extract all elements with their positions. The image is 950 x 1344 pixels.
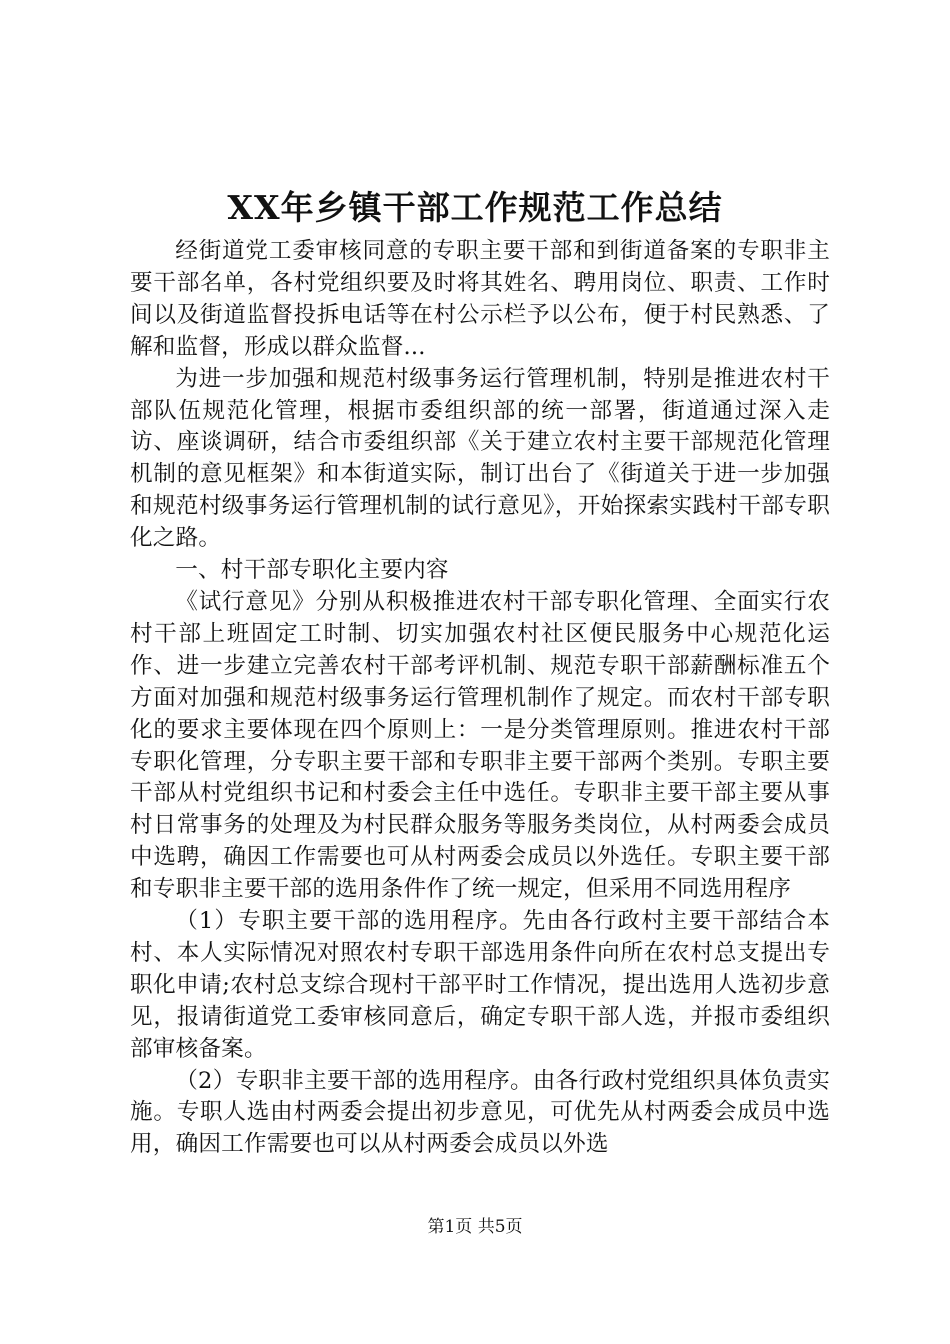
paragraph-3: 《试行意见》分别从积极推进农村干部专职化管理、全面实行农村干部上班固定工时制、切实加强农村社区便民服务中心规范化运作、进一步建立完善农村干部考评机制、规范专职干部薪酬标准五个方面对加强和规范村级事务运行管理机制作了规定。而农村干部专职化的要求主要体现在四个原则上：一是分类管理原则。推进农村干部专职化管理，分专职主要干部和专职非主要干部两个类别。专职主要干部从村党组织书记和村委会主任中选任。专职非主要干部主要从事村日常事务的处理及为村民群众服务等服务类岗位，从村两委会成员中选聘，确因工作需要也可从村两委会成员以外选任。专职主要干部和专职非主要干部的选用条件作了统一规定，但采用不同选用程序 <box>130 588 830 903</box>
paragraph-2: 为进一步加强和规范村级事务运行管理机制，特别是推进农村干部队伍规范化管理，根据市委组织部的统一部署，街道通过深入走访、座谈调研，结合市委组织部《关于建立农村主要干部规范化管理机制的意见框架》和本街道实际，制订出台了《街道关于进一步加强和规范村级事务运行管理机制的试行意见》，开始探索实践村干部专职化之路。 <box>130 365 830 552</box>
paragraph-4: （1）专职主要干部的选用程序。先由各行政村主要干部结合本村、本人实际情况对照农村专职干部选用条件向所在农村总支提出专职化申请;农村总支综合现村干部平时工作情况，提出选用人选初步意见，报请街道党工委审核同意后，确定专职干部人选，并报市委组织部审核备案。 <box>130 908 830 1062</box>
document-body <box>130 236 830 1161</box>
page-footer: 第1页 共5页 <box>427 1217 523 1237</box>
document-title: XX年乡镇干部工作规范工作总结 <box>227 188 723 227</box>
paragraph-5: （2）专职非主要干部的选用程序。由各行政村党组织具体负责实施。专职人选由村两委会提出初步意见，可优先从村两委会成员中选用，确因工作需要也可以从村两委会成员以外选 <box>130 1067 830 1158</box>
paragraph-1: 经街道党工委审核同意的专职主要干部和到街道备案的专职非主要干部名单，各村党组织要及时将其姓名、聘用岗位、职责、工作时间以及街道监督投拆电话等在村公示栏予以公布，便于村民熟悉、了解和监督，形成以群众监督... <box>130 238 830 360</box>
section-heading: 一、村干部专职化主要内容 <box>175 557 449 584</box>
